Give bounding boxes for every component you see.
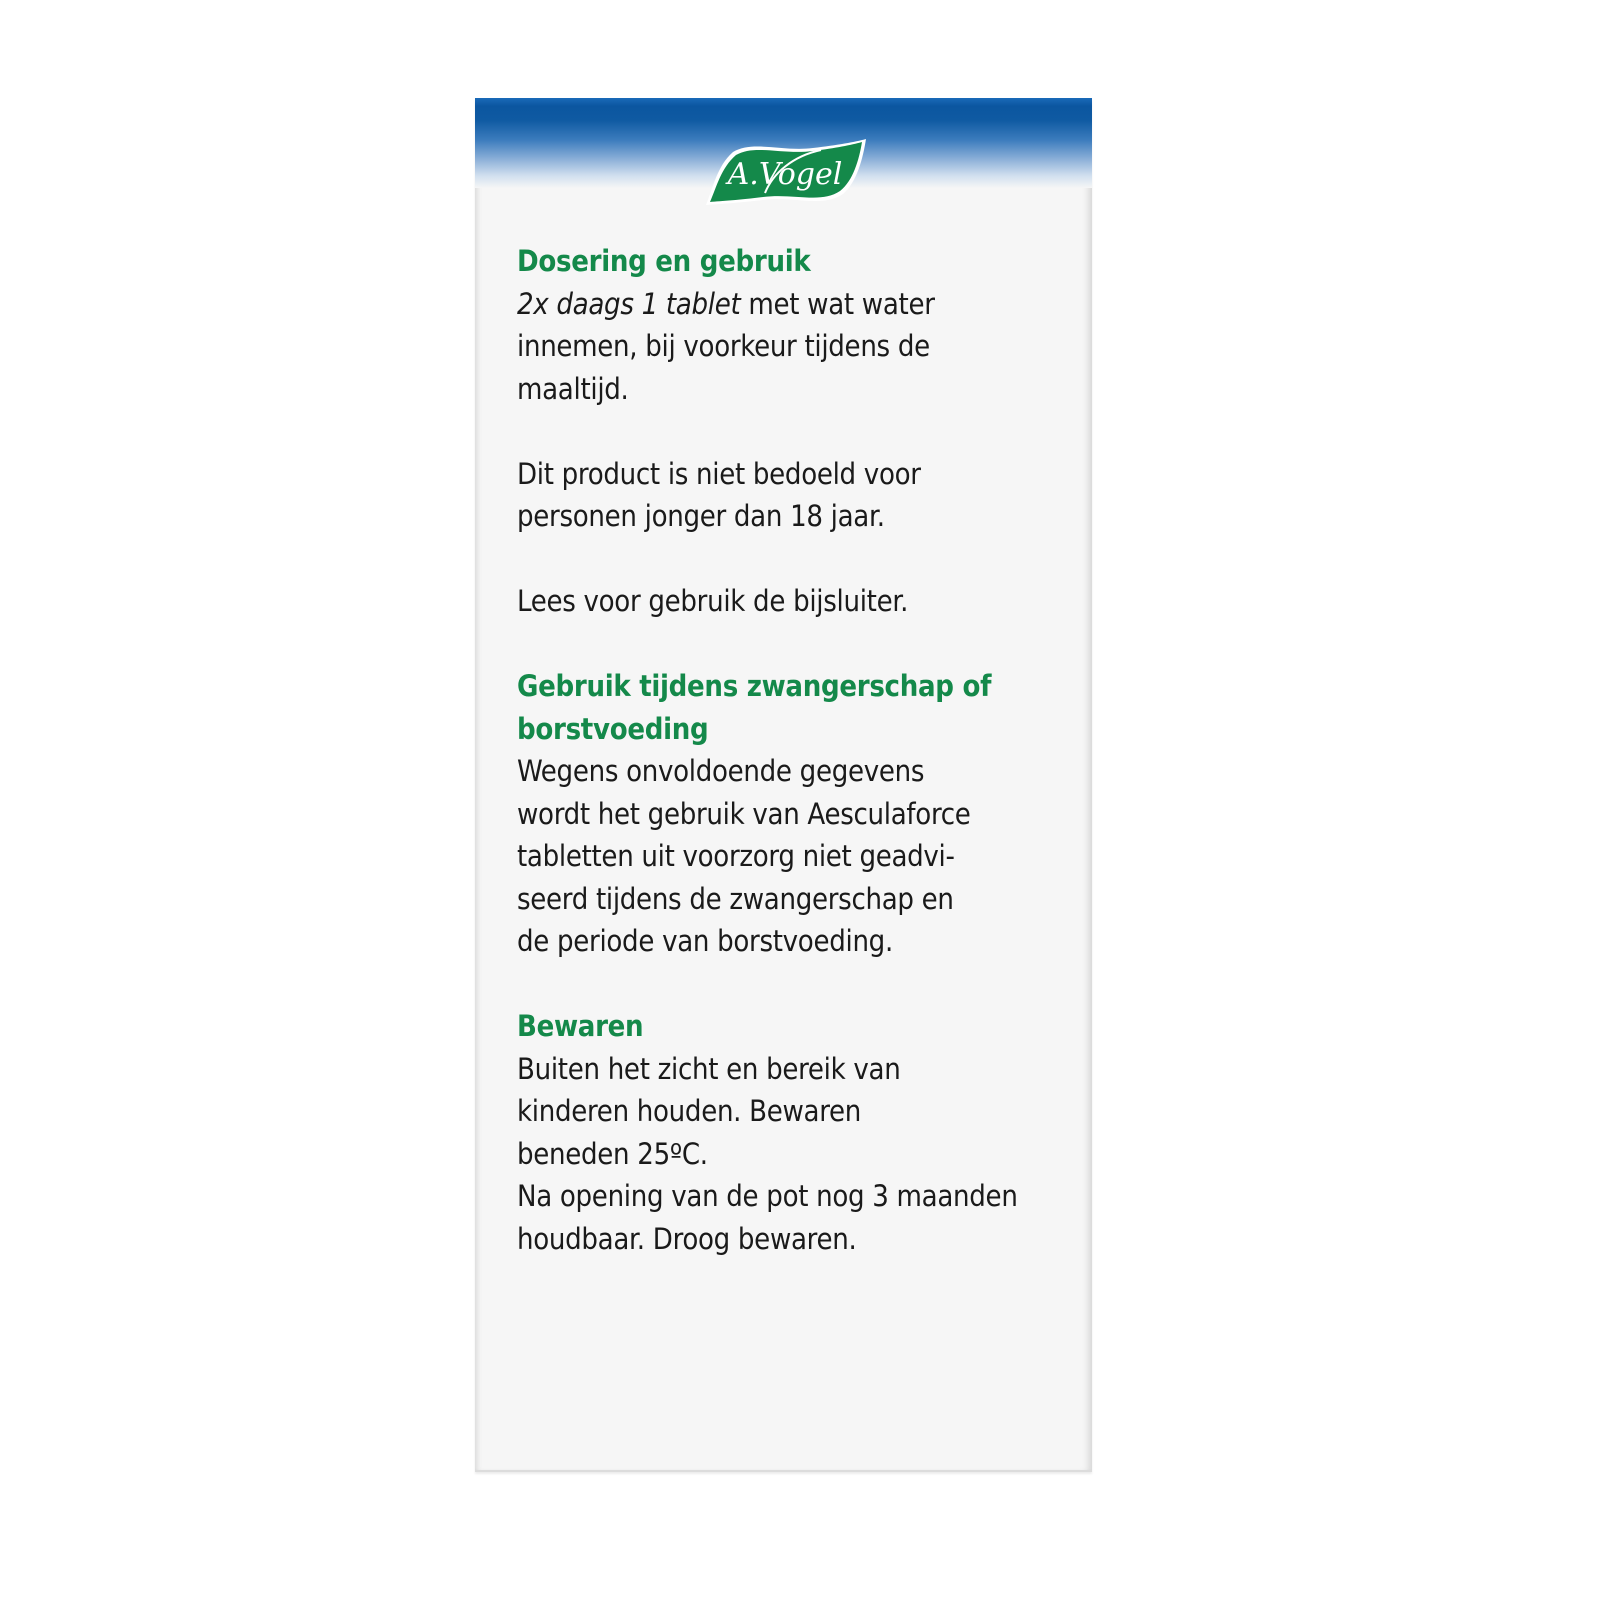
age-warning-line: Dit product is niet bedoeld voor bbox=[517, 456, 921, 491]
pregnancy-heading-line: Gebruik tijdens zwangerschap of bbox=[517, 669, 992, 703]
spacer bbox=[517, 538, 1077, 581]
dosage-text-line: 2x daags 1 tablet met wat water bbox=[517, 286, 935, 321]
spacer bbox=[517, 963, 1077, 1006]
dosage-heading: Dosering en gebruik bbox=[517, 244, 811, 278]
pregnancy-text-line: de periode van borstvoeding. bbox=[517, 924, 893, 958]
storage-text-line: kinderen houden. Bewaren bbox=[517, 1094, 862, 1128]
pregnancy-text-line: seerd tijdens de zwangerschap en bbox=[517, 881, 954, 916]
pregnancy-heading-line: borstvoeding bbox=[517, 711, 709, 746]
pregnancy-text-line: wordt het gebruik van Aesculaforce bbox=[517, 796, 971, 831]
svg-text:A.Vogel: A.Vogel bbox=[727, 157, 843, 192]
leaflet-note: Lees voor gebruik de bijsluiter. bbox=[517, 584, 909, 618]
pregnancy-text-line: tabletten uit voorzorg niet geadvi- bbox=[517, 839, 955, 873]
pregnancy-text-line: Wegens onvoldoende gegevens bbox=[517, 754, 925, 788]
storage-heading: Bewaren bbox=[517, 1009, 644, 1043]
dosage-text-line: maaltijd. bbox=[517, 371, 629, 406]
spacer bbox=[517, 410, 1077, 453]
storage-text-line: houdbaar. Droog bewaren. bbox=[517, 1221, 857, 1256]
age-warning-line: personen jonger dan 18 jaar. bbox=[517, 499, 885, 533]
storage-text-line: Buiten het zicht en bereik van bbox=[517, 1051, 901, 1086]
storage-text-line: beneden 25ºC. bbox=[517, 1136, 708, 1171]
dosage-text-line: innemen, bij voorkeur tijdens de bbox=[517, 329, 930, 363]
label-content bbox=[517, 240, 1077, 1260]
product-label-panel bbox=[475, 98, 1092, 1472]
avogel-logo bbox=[703, 138, 869, 208]
storage-text-line: Na opening van de pot nog 3 maanden bbox=[517, 1179, 1018, 1213]
spacer bbox=[517, 623, 1077, 666]
dosage-amount: 2x daags 1 tablet bbox=[517, 286, 741, 321]
